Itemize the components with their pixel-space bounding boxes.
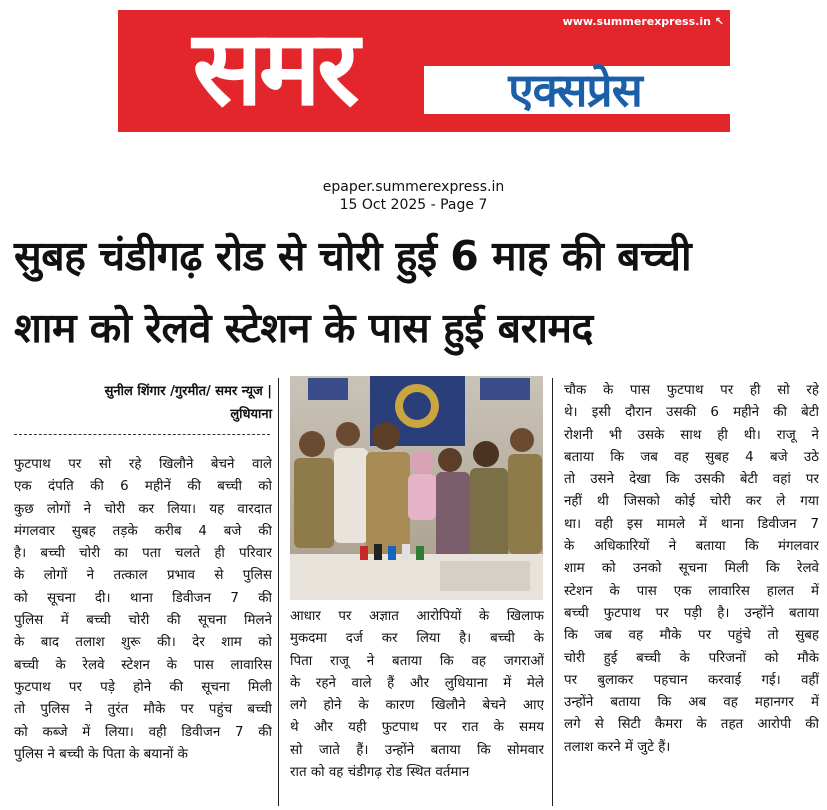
byline-divider [14,434,270,435]
article-column-1 [14,454,272,806]
article-text-line: फुटपाथ पर सो रहे खिलौने बेचने वाले [14,457,272,472]
article-text-line: स्टेशन के पास एक लावारिस हालत में [564,583,819,599]
press-conference-photo [290,376,543,600]
article-text-line: के अधिकारियों ने बताया कि मंगलवार [564,539,819,555]
article-text-line: तो पुलिस ने तुरंत मौके पर पहुंच बच्ची [14,702,272,718]
article-text-line: था। वही इस मामले में थाना डिवीजन 7 [564,516,819,532]
article-column-3 [564,380,819,806]
epaper-date-page: 15 Oct 2025 - Page 7 [339,197,488,213]
masthead-url-text[interactable]: www.summerexpress.in [562,15,711,28]
article-text-line: के रहने वाले हैं और लुधियाना में मेले [290,675,544,691]
cursor-arrow-icon: ↖ [714,15,724,28]
article-text-line: उन्होंने बताया कि अब वह महानगर में [564,695,819,711]
headline-line-1: सुबह चंडीगढ़ रोड से चोरी हुई 6 माह की बच्ची [14,232,692,280]
article-text-line: पर बुलाकर पहचान करवाई गई। वहीं [564,672,819,688]
article-text-line: के लोगों ने तत्काल प्रभाव से पुलिस [14,568,272,584]
masthead-brand-hindi: समर [192,7,356,129]
article-text-line: के बाद तलाश शुरू की। देर शाम को [14,635,272,651]
article-text-line: बताया कि जब वह सुबह 4 बजे उठे [564,449,819,465]
masthead-url-strip [424,36,730,66]
article-text-line: को सूचना दी। थाना डिवीजन 7 की [14,590,272,606]
column-divider [278,378,279,806]
article-text-line: चौक के पास फुटपाथ पर ही सो रहे [564,383,819,398]
column-divider [552,378,553,806]
article-text-line: है। बच्ची चोरी का पता चलते ही परिवार [14,546,272,562]
epaper-site[interactable]: epaper.summerexpress.in [322,179,505,195]
masthead-url[interactable] [470,13,724,31]
headline-line-2: शाम को रेलवे स्टेशन के पास हुई बरामद [14,304,593,352]
article-text-line: कि जब वह मौके पर पहुंचे तो सुबह [564,628,819,644]
byline [14,380,272,426]
article-text-line: मंगलवार सुबह तड़के करीब 4 बजे की [14,523,272,539]
article-text-line: एक दंपति की 6 महीनें की बच्ची को [14,479,272,495]
article-text-line: नहीं थी जिसको कोई चोरी कर ले गया [564,494,819,510]
epaper-meta [250,178,577,214]
article-text-line: लगे से सिटी कैमरा के तहत आरोपी की [564,717,819,733]
article-text-line: सो जाते हैं। उन्होंने बताया कि सोमवार [290,742,544,758]
article-text-line: फुटपाथ पर पड़े होने की सूचना मिली [14,679,272,695]
article-text-line: पिता राजू ने बताया कि वह जगराओं [290,653,544,669]
article-text-line: बच्ची फुटपाथ पर पड़ी है। उन्होंने बताया [564,605,819,621]
article-text-line: लगे होने के कारण खिलौने बेचने आए [290,698,544,714]
article-text-line: कुछ लोगों ने चोरी कर लिया। यह वारदात [14,501,272,517]
masthead-logo [118,7,730,132]
article-text-line: थे। इसी दौरान उसकी 6 महीने की बेटी [564,405,819,421]
article-text-line: को कब्जे में लिया। वही डिवीजन 7 की [14,724,272,740]
article-text-line: पुलिस ने बच्ची के पिता के बयानों के [14,746,188,762]
article-text-line: थे और यही फुटपाथ पर रात के समय [290,720,544,736]
article-text-line: पुलिस में बच्ची चोरी की सूचना मिलने [14,613,272,629]
article-column-2 [290,606,544,806]
article-text-line: मुकदमा दर्ज कर लिया है। बच्ची के [290,631,544,647]
masthead-brand-second: एक्सप्रेस [508,63,642,117]
article-text-line: बच्ची के रेलवे स्टेशन के पास लावारिस [14,657,272,673]
article-text-line: तो उसने देखा कि उसकी बेटी वहां पर [564,472,819,488]
article-text-line: आधार पर अज्ञात आरोपियों के खिलाफ [290,609,544,624]
article-text-line: शाम को उनको सूचना मिली कि रेलवे [564,561,819,577]
article-text-line: रोशनी भी उसके साथ ही थी। राजू ने [564,427,819,443]
article-text-line: रात को वह चंडीगढ़ रोड स्थित वर्तमान [290,765,470,781]
news-photo [290,376,543,600]
byline-author: सुनील शिंगार /गुरमीत/ समर न्यूज | [104,384,272,399]
byline-location: लुधियाना [230,407,272,422]
article-text-line: तलाश करने में जुटे हैं। [564,739,671,755]
article-text-line: चोरी हुई बच्ची के परिजनों को मौके [564,650,819,666]
